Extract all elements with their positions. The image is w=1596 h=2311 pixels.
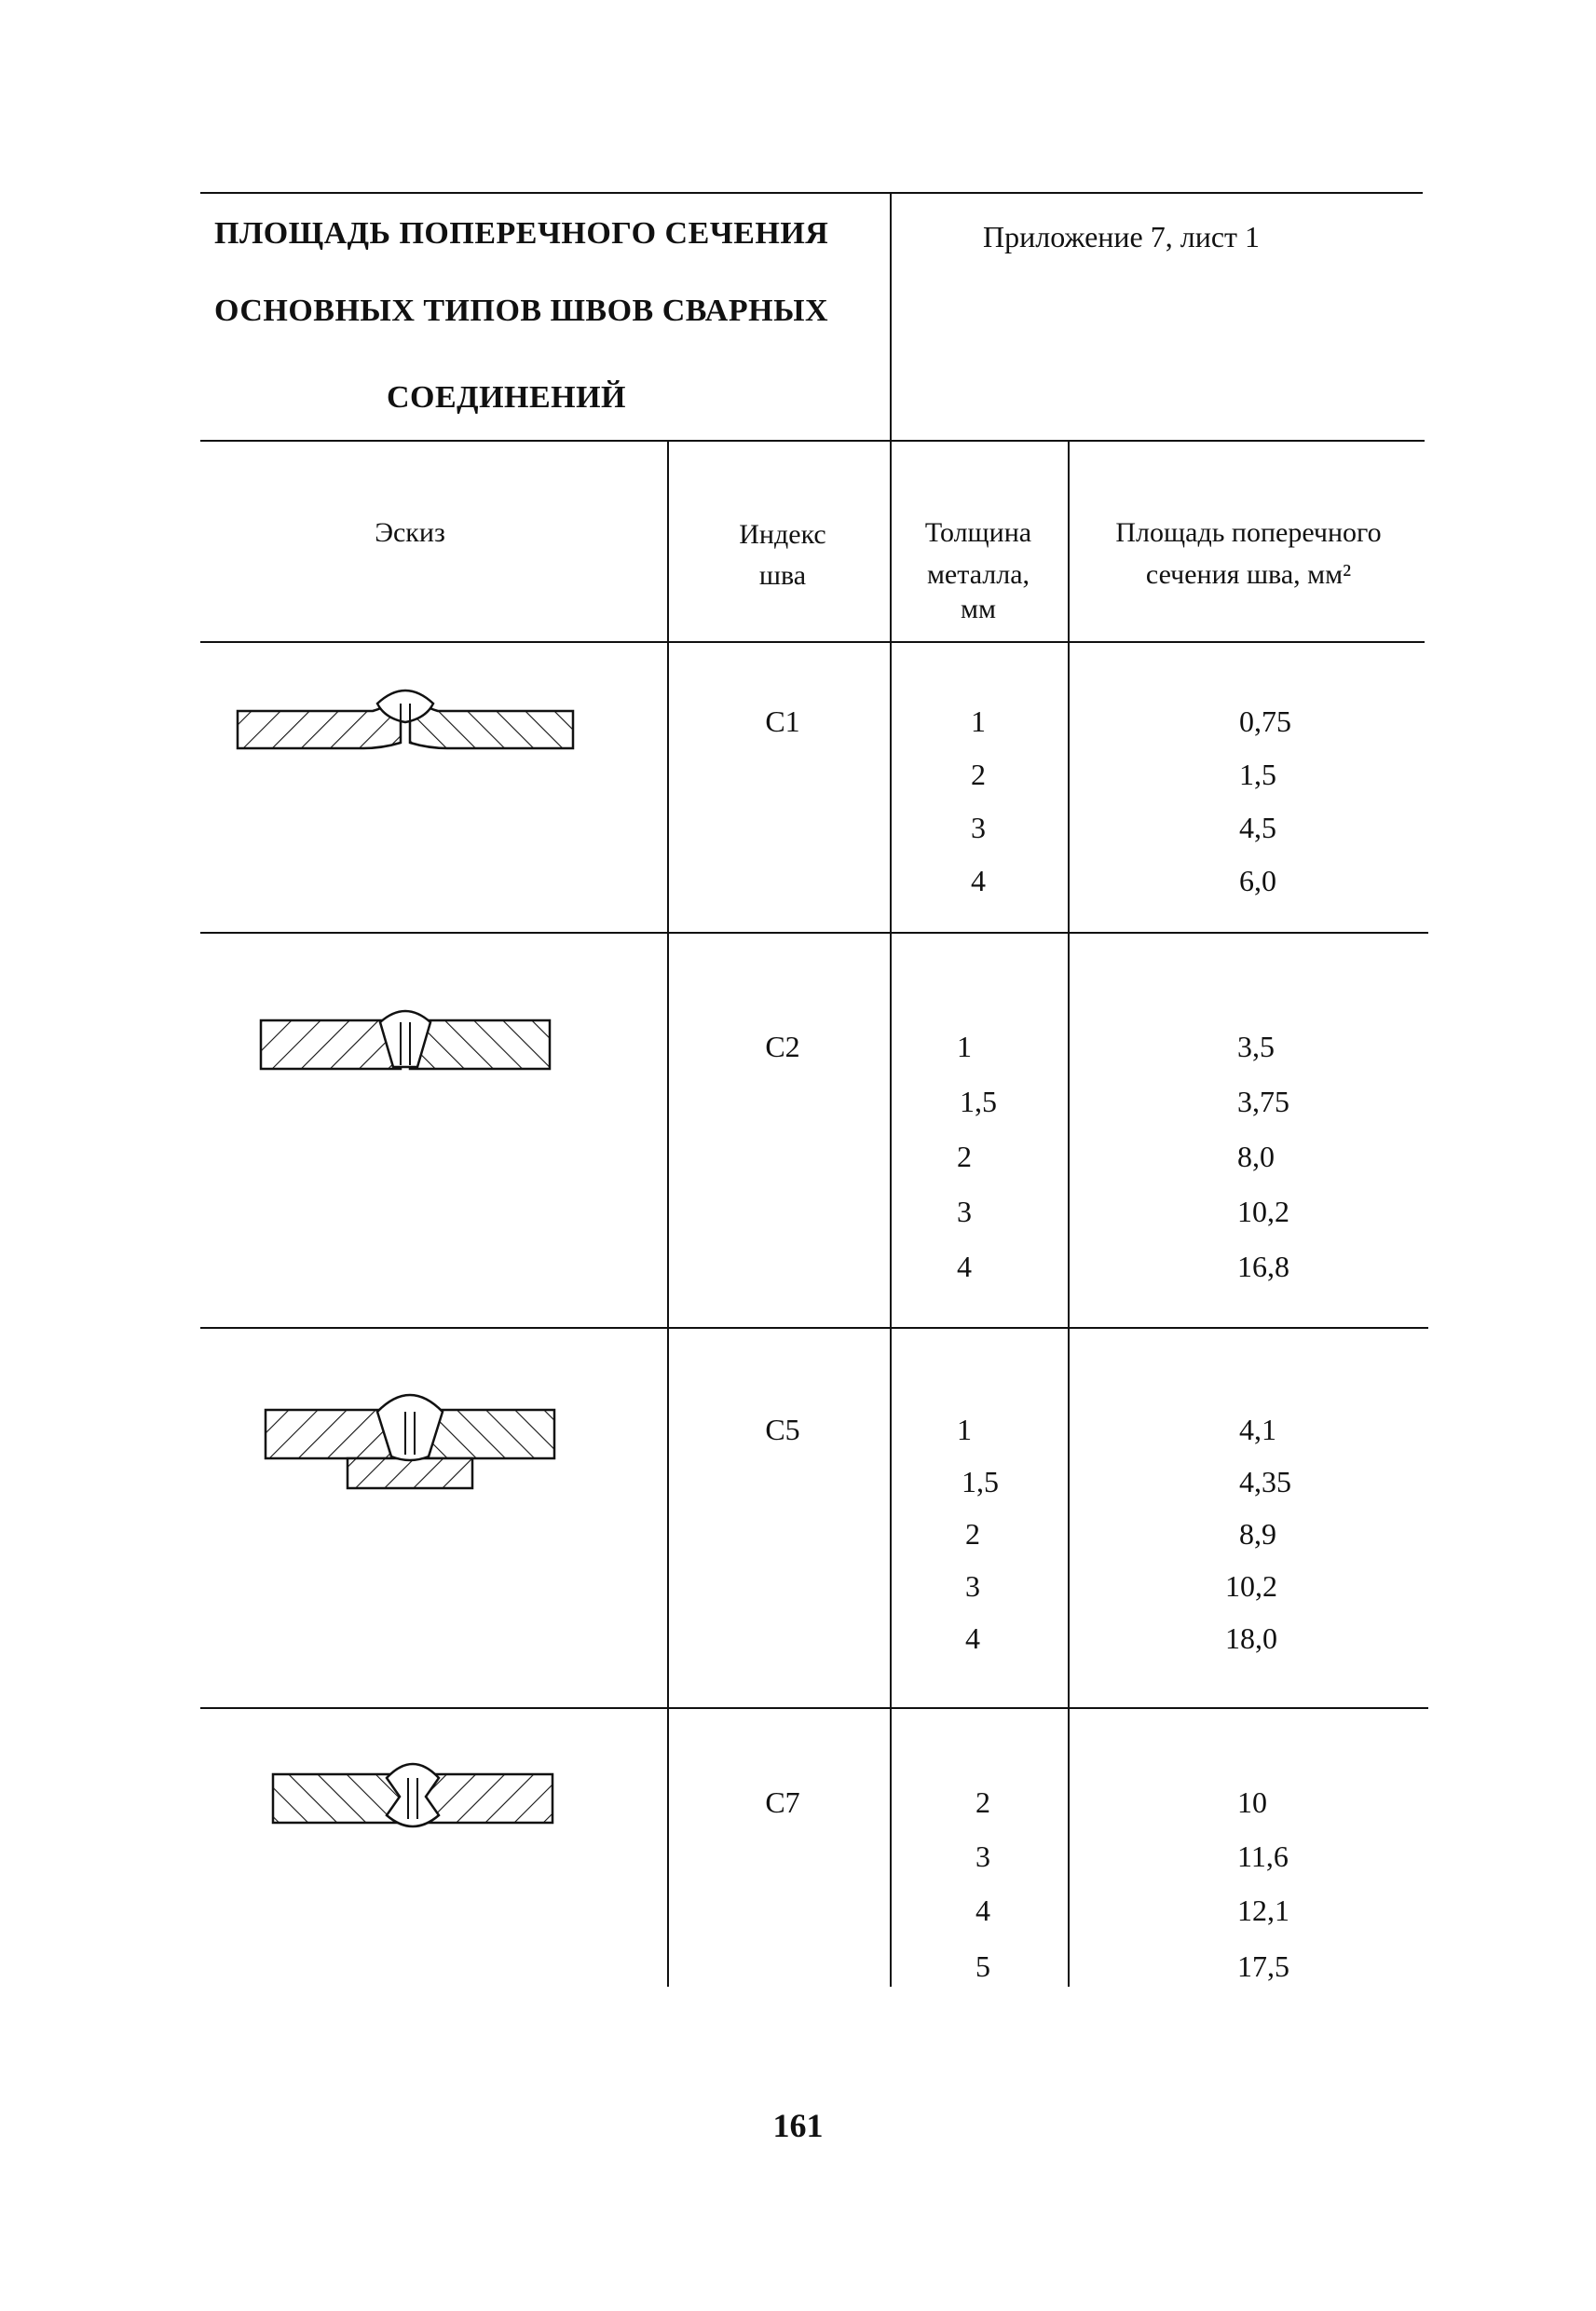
- row-c7-area-3: 12,1: [1237, 1894, 1289, 1927]
- header-thickness-line-2: металла,: [926, 559, 1030, 590]
- row-c5-thickness-1: 1: [957, 1413, 972, 1446]
- row-c1-area-1: 0,75: [1239, 704, 1291, 738]
- row-c5-area-3: 8,9: [1239, 1517, 1276, 1551]
- row-c2-area-5: 16,8: [1237, 1250, 1289, 1283]
- row-c1-thickness-4: 4: [971, 864, 986, 897]
- row-c2-thickness-2: 1,5: [960, 1085, 997, 1118]
- header-sketch: Эскиз: [375, 517, 445, 548]
- row-c1-bottom-border: [200, 932, 1428, 934]
- weld-sketch-c7: [266, 1752, 564, 1836]
- row-c7-index: С7: [765, 1785, 800, 1819]
- row-c2-area-1: 3,5: [1237, 1030, 1275, 1063]
- header-thickness-line-1: Толщина: [924, 517, 1032, 548]
- row-c2-thickness-5: 4: [957, 1250, 972, 1283]
- row-c5-thickness-5: 4: [965, 1621, 980, 1655]
- table-title-line-1: ПЛОЩАДЬ ПОПЕРЕЧНОГО СЕЧЕНИЯ: [214, 216, 829, 251]
- weld-sketch-c1: [228, 676, 582, 759]
- column-divider-2: [890, 440, 892, 1987]
- row-c2-area-4: 10,2: [1237, 1195, 1289, 1228]
- row-c2-area-2: 3,75: [1237, 1085, 1289, 1118]
- header-index-line-1: Индекс: [739, 519, 826, 550]
- row-c1-thickness-1: 1: [971, 704, 986, 738]
- table-top-border: [200, 192, 1423, 194]
- row-c7-thickness-4: 5: [975, 1949, 990, 1983]
- row-c2-thickness-3: 2: [957, 1140, 972, 1173]
- column-divider-3: [1068, 440, 1070, 1987]
- row-c5-thickness-4: 3: [965, 1569, 980, 1603]
- weld-sketch-c5: [256, 1384, 564, 1496]
- row-c2-bottom-border: [200, 1327, 1428, 1329]
- row-c5-bottom-border: [200, 1707, 1428, 1709]
- header-bottom-border: [200, 641, 1425, 643]
- table-title-line-2: ОСНОВНЫХ ТИПОВ ШВОВ СВАРНЫХ: [214, 294, 829, 328]
- header-area-line-2: сечения шва, мм²: [1145, 559, 1352, 590]
- row-c1-area-4: 6,0: [1239, 864, 1276, 897]
- row-c2-thickness-4: 3: [957, 1195, 972, 1228]
- row-c1-area-3: 4,5: [1239, 811, 1276, 844]
- row-c5-index: С5: [765, 1413, 800, 1446]
- row-c7-area-4: 17,5: [1237, 1949, 1289, 1983]
- title-divider: [890, 192, 892, 442]
- row-c5-thickness-2: 1,5: [962, 1465, 999, 1498]
- row-c1-index: С1: [765, 704, 800, 738]
- table-title-line-3: СОЕДИНЕНИЙ: [387, 380, 626, 415]
- page-number: 161: [772, 2107, 824, 2144]
- row-c7-thickness-3: 4: [975, 1894, 990, 1927]
- row-c2-index: С2: [765, 1030, 800, 1063]
- row-c5-thickness-3: 2: [965, 1517, 980, 1551]
- header-index-line-2: шва: [758, 560, 807, 591]
- row-c7-thickness-2: 3: [975, 1839, 990, 1873]
- appendix-label: Приложение 7, лист 1: [983, 220, 1261, 253]
- row-c7-thickness-1: 2: [975, 1785, 990, 1819]
- row-c7-area-1: 10: [1237, 1785, 1267, 1819]
- row-c1-thickness-3: 3: [971, 811, 986, 844]
- row-c2-thickness-1: 1: [957, 1030, 972, 1063]
- row-c5-area-1: 4,1: [1239, 1413, 1276, 1446]
- row-c1-thickness-2: 2: [971, 758, 986, 791]
- row-c5-area-2: 4,35: [1239, 1465, 1291, 1498]
- row-c5-area-4: 10,2: [1225, 1569, 1277, 1603]
- header-area-line-1: Площадь поперечного: [1115, 517, 1382, 548]
- row-c5-area-5: 18,0: [1225, 1621, 1277, 1655]
- column-divider-1: [667, 440, 669, 1987]
- row-c2-area-3: 8,0: [1237, 1140, 1275, 1173]
- header-top-border: [200, 440, 1425, 442]
- row-c7-area-2: 11,6: [1237, 1839, 1289, 1873]
- header-thickness-line-3: мм: [961, 594, 996, 624]
- weld-sketch-c2: [252, 1002, 559, 1076]
- row-c1-area-2: 1,5: [1239, 758, 1276, 791]
